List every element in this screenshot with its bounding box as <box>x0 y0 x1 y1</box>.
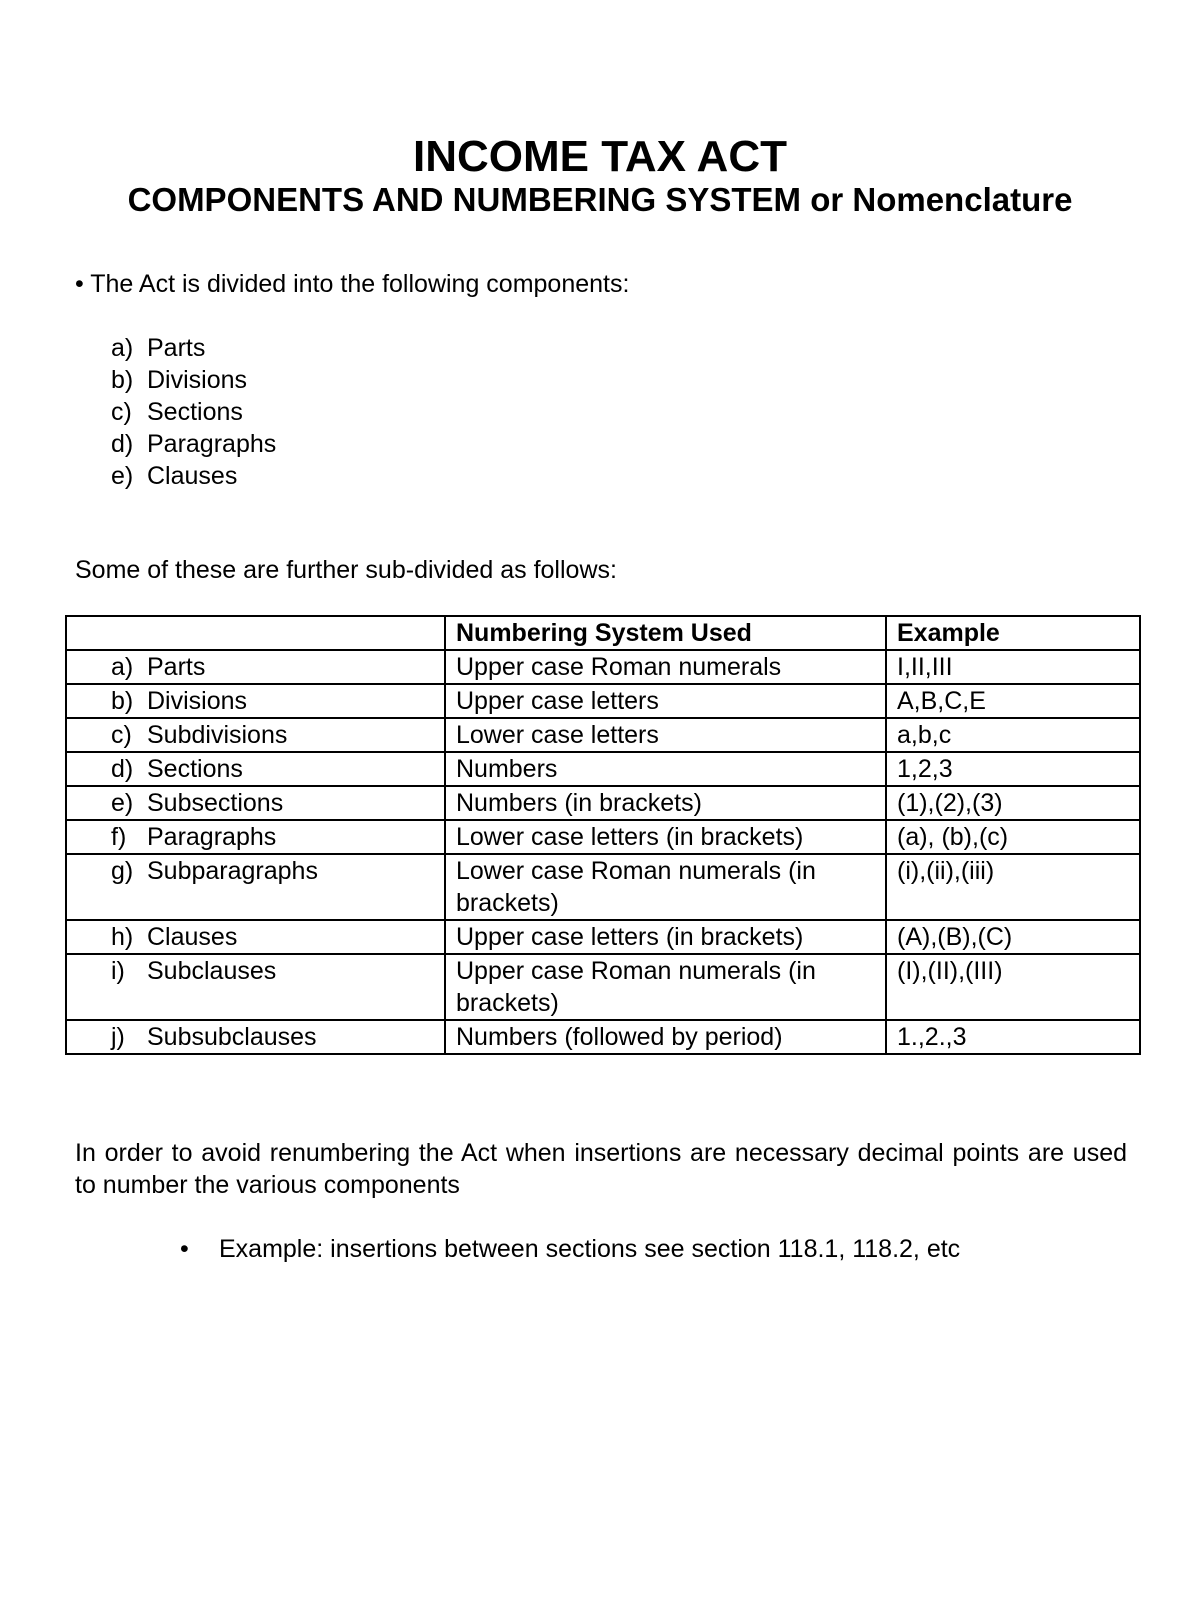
component-cell <box>66 954 445 1020</box>
table-row <box>66 684 1140 718</box>
table-row <box>66 718 1140 752</box>
intro-bullet: • The Act is divided into the following components: <box>75 270 630 298</box>
row-marker: i) <box>111 957 125 985</box>
row-marker: d) <box>111 755 134 783</box>
example-bullet-line <box>180 1233 960 1265</box>
row-component: Subparagraphs <box>147 857 318 885</box>
row-component: Divisions <box>147 687 248 715</box>
system-cell: Numbers (in brackets) <box>445 786 886 820</box>
table-row <box>66 820 1140 854</box>
subdivision-intro: Some of these are further sub-divided as follows: <box>75 556 617 584</box>
row-component: Paragraphs <box>147 823 277 851</box>
row-marker: h) <box>111 923 134 951</box>
row-marker: f) <box>111 823 127 851</box>
list-label: Paragraphs <box>147 430 277 458</box>
system-cell: Upper case Roman numerals <box>445 650 886 684</box>
row-marker: g) <box>111 857 134 885</box>
list-item <box>111 396 276 428</box>
component-cell <box>66 684 445 718</box>
row-marker: c) <box>111 721 132 749</box>
example-cell: (I),(II),(III) <box>886 954 1140 1020</box>
table-row <box>66 650 1140 684</box>
component-cell <box>66 920 445 954</box>
header-component <box>66 616 445 650</box>
row-marker: e) <box>111 789 134 817</box>
list-item <box>111 428 276 460</box>
list-label: Sections <box>147 398 243 426</box>
list-marker: c) <box>111 398 132 426</box>
table-row <box>66 752 1140 786</box>
table-row <box>66 786 1140 820</box>
row-component: Parts <box>147 653 206 681</box>
list-marker: e) <box>111 462 134 490</box>
bullet-icon: • <box>180 1235 189 1263</box>
table-row <box>66 854 1140 920</box>
component-cell <box>66 752 445 786</box>
numbering-table <box>65 615 1141 1055</box>
row-marker: b) <box>111 687 134 715</box>
component-list <box>111 332 276 492</box>
table-row <box>66 954 1140 1020</box>
list-label: Divisions <box>147 366 248 394</box>
example-cell: a,b,c <box>886 718 1140 752</box>
table-row <box>66 920 1140 954</box>
example-cell: A,B,C,E <box>886 684 1140 718</box>
component-cell <box>66 820 445 854</box>
list-label: Parts <box>147 334 206 362</box>
system-cell: Upper case Roman numerals (in brackets) <box>445 954 886 1020</box>
system-cell: Lower case letters (in brackets) <box>445 820 886 854</box>
row-marker: j) <box>111 1023 125 1051</box>
example-text: Example: insertions between sections see section 118.1, 118.2, etc <box>219 1235 961 1263</box>
row-component: Clauses <box>147 923 238 951</box>
system-cell: Numbers <box>445 752 886 786</box>
row-marker: a) <box>111 653 134 681</box>
system-cell: Upper case letters (in brackets) <box>445 920 886 954</box>
example-cell: 1,2,3 <box>886 752 1140 786</box>
row-component: Subsections <box>147 789 284 817</box>
row-component: Subsubclauses <box>147 1023 317 1051</box>
example-cell: (1),(2),(3) <box>886 786 1140 820</box>
header-example: Example <box>886 616 1140 650</box>
component-cell <box>66 650 445 684</box>
system-cell: Lower case Roman numerals (in brackets) <box>445 854 886 920</box>
row-component: Subclauses <box>147 957 277 985</box>
example-cell: I,II,III <box>886 650 1140 684</box>
example-cell: (a), (b),(c) <box>886 820 1140 854</box>
list-item <box>111 332 276 364</box>
list-marker: a) <box>111 334 134 362</box>
component-cell <box>66 718 445 752</box>
example-cell: (i),(ii),(iii) <box>886 854 1140 920</box>
system-cell: Upper case letters <box>445 684 886 718</box>
header-numbering-system: Numbering System Used <box>445 616 886 650</box>
list-marker: d) <box>111 430 134 458</box>
example-cell: (A),(B),(C) <box>886 920 1140 954</box>
system-cell: Lower case letters <box>445 718 886 752</box>
list-item <box>111 460 276 492</box>
row-component: Sections <box>147 755 243 783</box>
list-label: Clauses <box>147 462 238 490</box>
document-subtitle: COMPONENTS AND NUMBERING SYSTEM or Nomenclature <box>127 181 1073 218</box>
renumbering-note: In order to avoid renumbering the Act when insertions are necessary decimal points are used to number the various components <box>75 1139 1127 1199</box>
table-header-row <box>66 616 1140 650</box>
component-cell <box>66 854 445 920</box>
component-cell <box>66 1020 445 1054</box>
list-item <box>111 364 276 396</box>
table-row <box>66 1020 1140 1054</box>
component-cell <box>66 786 445 820</box>
row-component: Subdivisions <box>147 721 288 749</box>
system-cell: Numbers (followed by period) <box>445 1020 886 1054</box>
example-cell: 1.,2.,3 <box>886 1020 1140 1054</box>
list-marker: b) <box>111 366 134 394</box>
document-title: INCOME TAX ACT <box>413 132 787 181</box>
